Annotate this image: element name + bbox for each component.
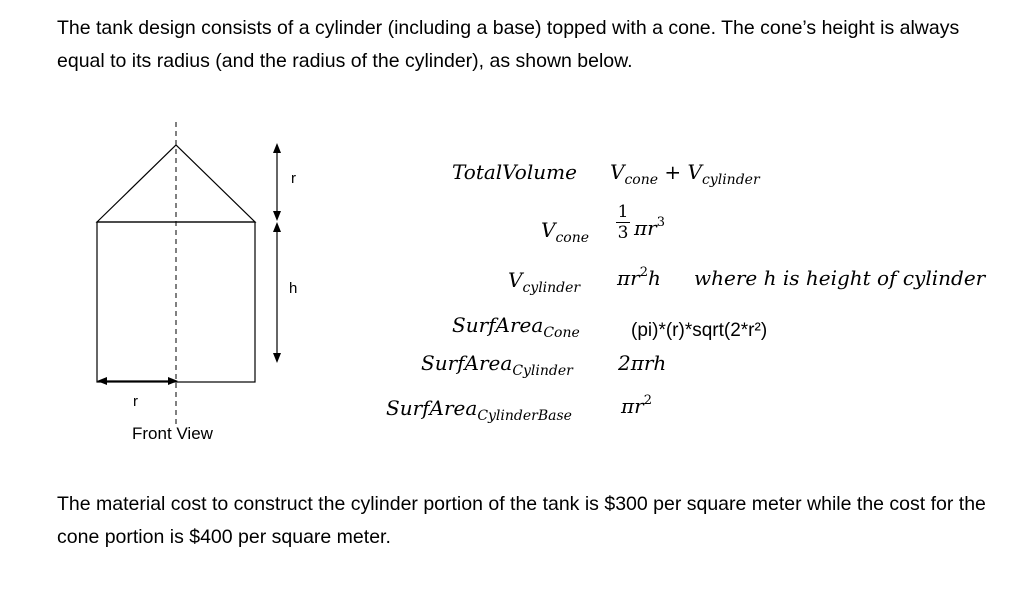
surfarea-base-label: SurfArea$_{CylinderBase}$ bbox=[386, 396, 572, 424]
surfarea-base-formula: $\pi r^2$ bbox=[621, 393, 652, 418]
total-volume-label: TotalVolume bbox=[452, 160, 577, 184]
surfarea-cone-formula: (pi)*(r)*sqrt(2*r²) bbox=[631, 320, 768, 341]
front-view-caption: Front View bbox=[132, 424, 213, 443]
cylinder-height-arrow bbox=[273, 222, 281, 363]
label-h: h bbox=[289, 280, 298, 297]
v-cylinder-formula: $\pi r^2h$ bbox=[617, 265, 661, 290]
radius-arrow bbox=[97, 377, 178, 385]
v-cylinder-label: $V_{cylinder}$ bbox=[508, 268, 581, 296]
surfarea-cylinder-label: SurfArea$_{Cylinder}$ bbox=[421, 351, 573, 379]
total-volume-formula: $V_{cone} + V_{cylinder}$ bbox=[610, 160, 760, 188]
intro-paragraph: The tank design consists of a cylinder (including a base) topped with a cone. The cone’s height is always equal to its radius (and the radius of the cylinder), as shown below. bbox=[57, 17, 960, 72]
cone-outline bbox=[97, 145, 255, 222]
v-cylinder-note: where h is height of cylinder bbox=[694, 266, 986, 290]
surfarea-cylinder-formula: 2πrh bbox=[618, 351, 667, 375]
label-r-bottom: r bbox=[133, 393, 138, 410]
label-r-cone: r bbox=[291, 170, 296, 187]
v-cone-formula: $\pi r^3$ bbox=[634, 215, 665, 240]
v-cone-label: $V_{cone}$ bbox=[541, 218, 590, 246]
cost-paragraph: The material cost to construct the cylinder portion of the tank is $300 per square meter while the cost for the cone portion is $400 per square meter. bbox=[57, 493, 986, 548]
cone-height-arrow bbox=[273, 143, 281, 221]
surfarea-cone-label: SurfArea$_{Cone}$ bbox=[452, 313, 580, 341]
one-third-fraction: $\frac{1}{3}$ bbox=[617, 202, 629, 243]
